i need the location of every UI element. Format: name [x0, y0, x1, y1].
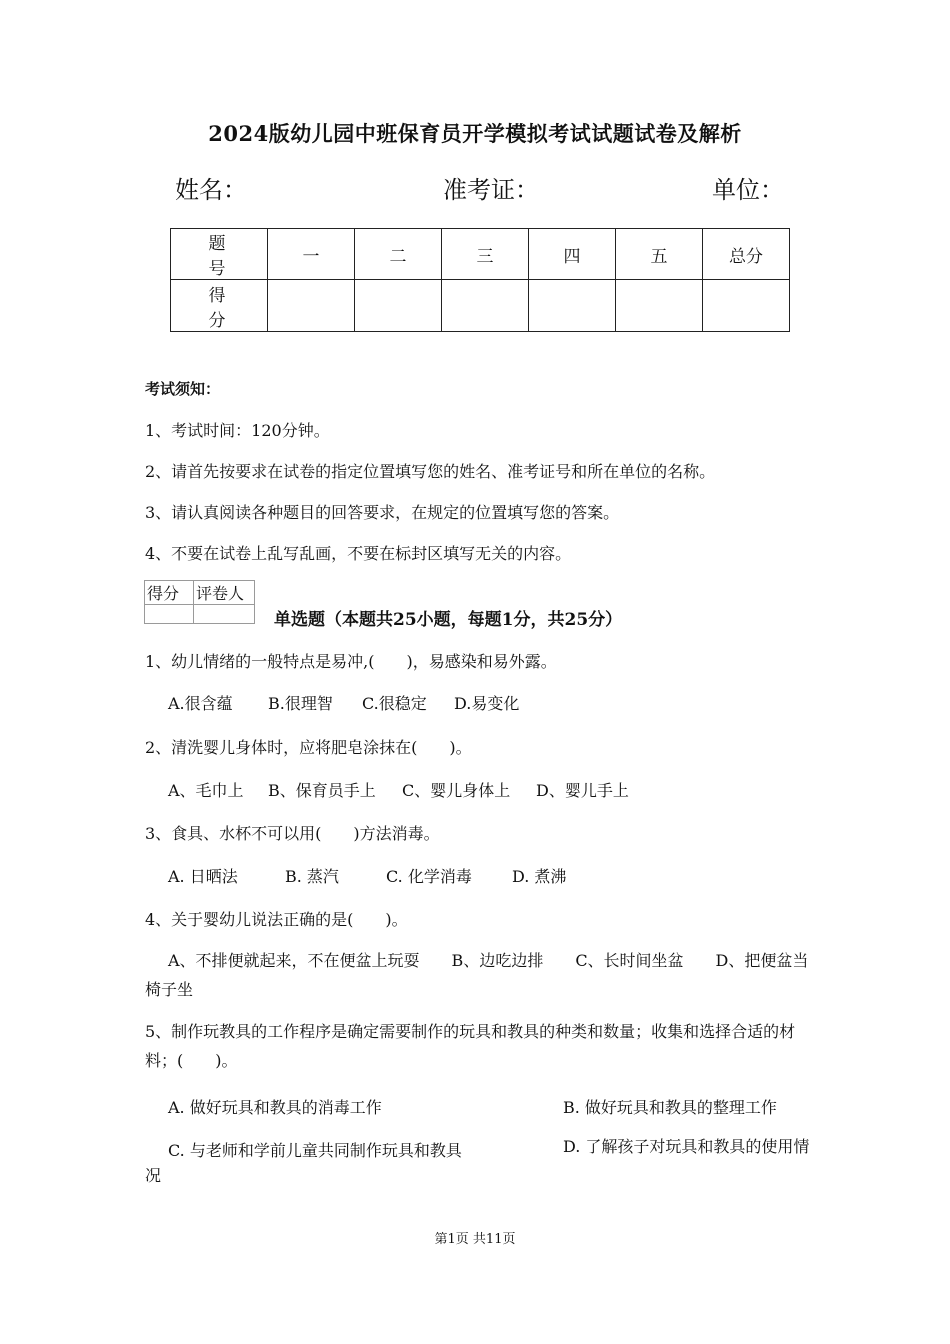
- option[interactable]: D. 煮沸: [512, 867, 567, 886]
- notice-item-4: 4、不要在试卷上乱写乱画，不要在标封区填写无关的内容。: [145, 544, 572, 563]
- ticket-label: 准考证：: [443, 176, 539, 204]
- question-1-stem: 1、幼儿情绪的一般特点是易冲,( )，易感染和易外露。: [145, 652, 557, 671]
- question-5-option-d[interactable]: D. 了解孩子对玩具和教具的使用情况: [145, 1137, 810, 1185]
- score-cell-3[interactable]: [442, 280, 529, 332]
- score-cell-5[interactable]: [616, 280, 703, 332]
- row-label-score: 得 分: [171, 280, 268, 332]
- question-5-option-b[interactable]: B. 做好玩具和教具的整理工作: [563, 1098, 777, 1117]
- question-3-stem: 3、食具、水杯不可以用( )方法消毒。: [145, 824, 440, 843]
- notice-item-2: 2、请首先按要求在试卷的指定位置填写您的姓名、准考证号和所在单位的名称。: [145, 462, 716, 481]
- question-1-options: [168, 691, 519, 714]
- header-cell-total: 总分: [703, 229, 790, 280]
- option[interactable]: B.很理智: [268, 694, 333, 713]
- notice-item-3: 3、请认真阅读各种题目的回答要求，在规定的位置填写您的答案。: [145, 503, 620, 522]
- score-table: [170, 228, 790, 332]
- header-cell-2: 二: [355, 229, 442, 280]
- option[interactable]: A、毛巾上: [168, 781, 244, 800]
- option[interactable]: C. 化学消毒: [386, 867, 472, 886]
- grader-reviewer-label: 评卷人: [194, 581, 255, 605]
- header-cell-5: 五: [616, 229, 703, 280]
- header-cell-4: 四: [529, 229, 616, 280]
- grader-score-cell[interactable]: [145, 605, 194, 624]
- score-table-header-row: [171, 229, 790, 280]
- option[interactable]: A. 日晒法: [168, 867, 238, 886]
- header-cell-1: 一: [268, 229, 355, 280]
- option[interactable]: B、保育员手上: [268, 781, 376, 800]
- notice-title: 考试须知：: [145, 380, 221, 398]
- section-title: 单选题（本题共25小题，每题1分，共25分）: [274, 610, 623, 630]
- grader-score-label: 得分: [145, 581, 194, 605]
- score-table-score-row: [171, 280, 790, 332]
- grader-reviewer-cell[interactable]: [194, 605, 255, 624]
- notice-item-1: 1、考试时间：120分钟。: [145, 421, 330, 440]
- score-cell-total[interactable]: [703, 280, 790, 332]
- grader-box: [144, 580, 255, 624]
- header-cell-question-no: 题 号: [171, 229, 268, 280]
- question-5-option-c[interactable]: C. 与老师和学前儿童共同制作玩具和教具: [168, 1141, 462, 1160]
- question-4-options: A、不排便就起来，不在便盆上玩耍 B、边吃边排 C、长时间坐盆 D、把便盆当椅子坐: [145, 951, 809, 999]
- option[interactable]: A.很含蕴: [168, 694, 233, 713]
- exam-title: 2024版幼儿园中班保育员开学模拟考试试题试卷及解析: [208, 121, 742, 146]
- option[interactable]: C.很稳定: [362, 694, 427, 713]
- option[interactable]: D.易变化: [454, 694, 520, 713]
- score-cell-4[interactable]: [529, 280, 616, 332]
- score-cell-2[interactable]: [355, 280, 442, 332]
- option[interactable]: C、婴儿身体上: [402, 781, 511, 800]
- name-label: 姓名：: [175, 176, 247, 204]
- question-3-options: [168, 864, 566, 887]
- question-5-stem: 5、制作玩教具的工作程序是确定需要制作的玩具和教具的种类和数量；收集和选择合适的材料；( )。: [145, 1022, 796, 1070]
- question-2-options: [168, 778, 629, 801]
- page-footer: 第1页 共11页: [434, 1232, 516, 1247]
- option[interactable]: B. 蒸汽: [285, 867, 339, 886]
- header-cell-3: 三: [442, 229, 529, 280]
- score-cell-1[interactable]: [268, 280, 355, 332]
- question-4-stem: 4、关于婴幼儿说法正确的是( )。: [145, 910, 408, 929]
- unit-label: 单位：: [712, 176, 784, 204]
- question-2-stem: 2、清洗婴儿身体时，应将肥皂涂抹在( )。: [145, 738, 472, 757]
- question-5-option-a[interactable]: A. 做好玩具和教具的消毒工作: [168, 1098, 382, 1117]
- option[interactable]: D、婴儿手上: [536, 781, 629, 800]
